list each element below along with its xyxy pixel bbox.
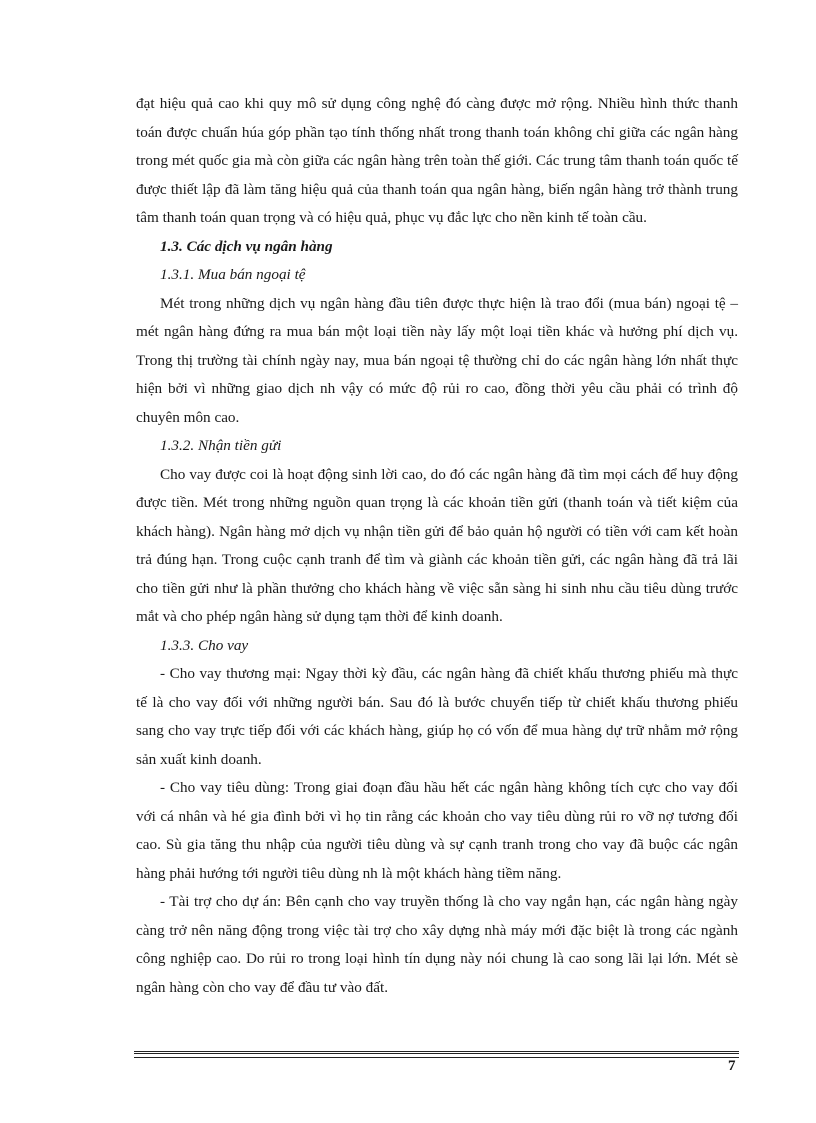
subsection-1-heading: 1.3.1. Mua bán ngoại tệ: [160, 266, 306, 283]
section-heading: 1.3. Các dịch vụ ngân hàng: [160, 237, 333, 255]
subsection-1-paragraph: Mét trong những dịch vụ ngân hàng đầu tiên được thực hiện là trao đổi (mua bán) ngoại tệ – mét ngân hàng đứng ra mua bán một loại tiền này lấy một loại tiền khác và hưởng phí dịch vụ. Trong thị trường tài chính ngày nay, mua bán ngoại tệ thường chỉ do các ngân hàng lớn nhất thực hiện bởi vì những giao dịch nh vậy có mức độ rủi ro cao, đồng thời yêu cầu phải có trình độ chuyên môn cao.: [136, 294, 738, 426]
intro-paragraph: đạt hiệu quả cao khi quy mô sử dụng công nghệ đó càng được mở rộng. Nhiều hình thức thanh toán được chuẩn húa góp phần tạo tính thống nhất trong thanh toán không chỉ giữa các ngân hàng trong mét quốc gia mà còn giữa các ngân hàng trên toàn thế giới. Các trung tâm thanh toán quốc tế được thiết lập đã làm tăng hiệu quả của thanh toán qua ngân hàng, biến ngân hàng trở thành trung tâm thanh toán quan trọng và có hiệu quả, phục vụ đắc lực cho nền kinh tế toàn cầu.: [136, 95, 738, 226]
subsection-2-heading: 1.3.2. Nhận tiền gửi: [160, 437, 282, 454]
subsection-3-heading: 1.3.3. Cho vay: [160, 636, 249, 654]
document-body: [136, 90, 738, 1002]
subsection-2-paragraph: Cho vay được coi là hoạt động sinh lời cao, do đó các ngân hàng đã tìm mọi cách để huy động được tiền. Mét trong những nguồn quan trọng là các khoản tiền gửi (thanh toán và tiết kiệm của khách hàng). Ngân hàng mở dịch vụ nhận tiền gửi để bảo quản hộ người có tiền với cam kết hoàn trả đúng hạn. Trong cuộc cạnh tranh để tìm và giành các khoản tiền gửi, các ngân hàng đã trả lãi cho tiền gửi như là phần thưởng cho khách hàng về việc sẵn sàng hi sinh nhu cầu tiêu dùng trước mắt và cho phép ngân hàng sử dụng tạm thời để kinh doanh.: [136, 465, 738, 625]
footer-divider: [134, 1051, 739, 1054]
page-number: 7: [728, 1058, 736, 1074]
footer-divider-secondary: [134, 1057, 739, 1058]
subsection-3-paragraph-3: - Tài trợ cho dự án: Bên cạnh cho vay truyền thống là cho vay ngắn hạn, các ngân hàng ngày càng trở nên năng động trong việc tài trợ cho xây dựng nhà máy mới đặc biệt là trong các ngành công nghiệp cao. Do rủi ro trong loại hình tín dụng này nói chung là cao song lãi lại lớn. Mét sè ngân hàng còn cho vay để đầu tư vào đất.: [136, 893, 738, 996]
subsection-3-paragraph-1: - Cho vay thương mại: Ngay thời kỳ đầu, các ngân hàng đã chiết khấu thương phiếu mà thực tế là cho vay đối với những người bán. Sau đó là bước chuyển tiếp từ chiết khấu thương phiếu sang cho vay trực tiếp đối với các khách hàng, giúp họ có vốn để mua hàng dự trữ nhằm mở rộng sản xuất kinh doanh.: [136, 665, 738, 768]
subsection-3-paragraph-2: - Cho vay tiêu dùng: Trong giai đoạn đầu hầu hết các ngân hàng không tích cực cho vay đối với cá nhân và hé gia đình bởi vì họ tin rằng các khoản cho vay tiêu dùng rủi ro vỡ nợ tương đối cao. Sù gia tăng thu nhập của người tiêu dùng và sự cạnh tranh trong cho vay đã buộc các ngân hàng phải hướng tới người tiêu dùng nh là một khách hàng tiềm năng.: [136, 779, 738, 882]
